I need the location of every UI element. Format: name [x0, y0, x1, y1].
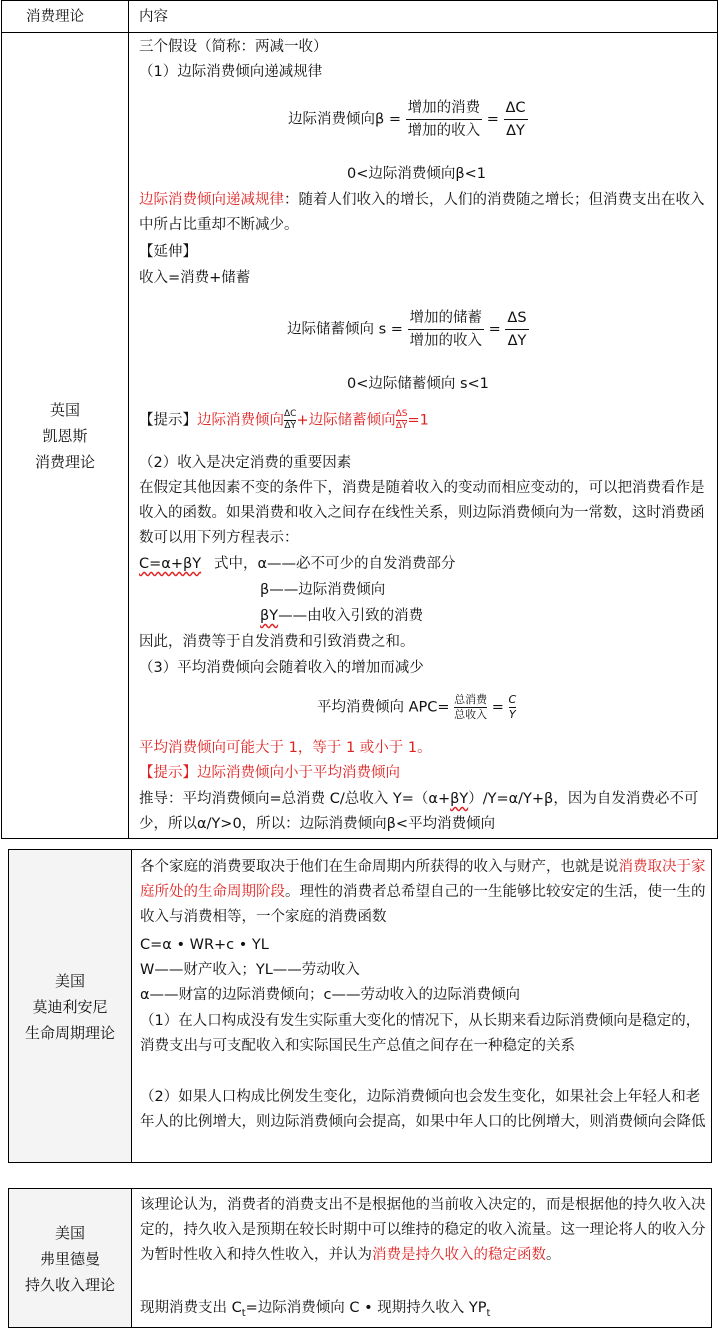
mps-formula: 边际储蓄倾向 s = $\frac{\text{增加的储蓄}}{\text{增加的收入}}$ = $\frac{\Delta S}{\Delta Y}$ [287, 307, 529, 352]
eq-beta-y: βY——由收入引致的消费 [260, 608, 424, 624]
modigliani-vars1: W——财产收入；YL——劳动收入 [140, 962, 360, 978]
keynes-label: 英国 凯恩斯 消费理论 [34, 401, 95, 471]
modigliani-vars2: α——财富的边际消费倾向；c——劳动收入的边际消费倾向 [140, 987, 521, 1003]
column-divider [131, 1189, 132, 1327]
mpc-range: 0<边际消费倾向β<1 [347, 166, 487, 182]
mpc-formula: 边际消费倾向β = $\frac{\text{增加的消费}}{\text{增加的收入}}$ = $\frac{\Delta C}{\Delta Y}$ [288, 97, 528, 142]
keynes-h2: （2）收入是决定消费的重要因素 [139, 455, 352, 471]
income-equation: 收入=消费+储蓄 [139, 270, 251, 286]
tip-sum: 【提示】边际消费倾向 $\frac{\Delta C}{\Delta Y}$ +边际储蓄倾向 $\frac{\Delta S}{\Delta Y}$ =1 [139, 409, 429, 431]
column-divider [128, 1, 129, 838]
friedman-label: 美国 弗里德曼 持久收入理论 [24, 1224, 115, 1294]
extension-heading: 【延伸】 [139, 244, 197, 260]
friedman-table [8, 1188, 712, 1328]
header-divider [2, 32, 717, 33]
keynes-p2: 在假定其他因素不变的条件下，消费是随着收入的变动而相应变动的，可以把消费看作是收入的函数。如果消费和收入之间存在线性关系，则边际消费倾向为一常数，这时消费函数可以用下列方程表示： [139, 480, 705, 546]
eq-where: 式中，α——必不可少的自发消费部分 [214, 556, 456, 572]
column-divider [131, 850, 132, 1162]
mps-range: 0<边际储蓄倾向 s<1 [347, 376, 489, 392]
modigliani-table [8, 849, 712, 1163]
modigliani-p1: 各个家庭的消费要取决于他们在生命周期内所获得的收入与财产，也就是说消费取决于家庭所处的生命周期阶段。理性的消费者总希望自己的一生能够比较安定的生活，使一生的收入与消费相等，一个家庭的消费函数 [140, 859, 706, 925]
eq-beta: β——边际消费倾向 [260, 582, 386, 598]
keynes-h3: （3）平均消费倾向会随着收入的增加而减少 [139, 660, 424, 676]
consumption-function: C=α+βY [139, 556, 202, 572]
keynes-h1: （1）边际消费倾向递减规律 [139, 64, 323, 80]
law-paragraph: 边际消费倾向递减规律：随着人们收入的增长，人们的消费随之增长；但消费支出在收入中所占比重却不断减少。 [139, 192, 705, 233]
header-content: 内容 [139, 9, 168, 25]
apc-note: 平均消费倾向可能大于 1，等于 1 或小于 1。 [139, 740, 432, 756]
modigliani-p2: （1）在人口构成没有发生实际重大变化的情况下，从长期来看边际消费倾向是稳定的，消费支出与可支配收入和实际国民生产总值之间存在一种稳定的关系 [140, 1013, 701, 1054]
friedman-formula: 现期消费支出 $C_t=$边际消费倾向 C • 现期持久收入 $YP_t$ [140, 1300, 491, 1319]
friedman-p1: 该理论认为，消费者的消费支出不是根据他的当前收入决定的，而是根据他的持久收入决定的，持久收入是预期在较长时期中可以维持的稳定的收入流量。这一理论将人的收入分为暂时性收入和持久性收入，并认为消费是持久收入的稳定函数。 [140, 1197, 706, 1263]
derivation: 推导：平均消费倾向=总消费 C/总收入 Y=（α+βY）/Y=α/Y+β，因为自发消费必不可少，所以α/Y>0，所以：边际消费倾向β<平均消费倾向 [139, 791, 699, 832]
keynes-intro: 三个假设（简称：两减一收） [139, 39, 328, 55]
modigliani-p3: （2）如果人口构成比例发生变化，边际消费倾向也会发生变化，如果社会上年轻人和老年人的比例增大，则边际消费倾向会提高，如果中年人口的比例增大，则消费倾向会降低 [140, 1089, 706, 1130]
tip-mpc-apc: 【提示】边际消费倾向小于平均消费倾向 [139, 765, 400, 781]
keynes-p2-end: 因此，消费等于自发消费和引致消费之和。 [139, 634, 415, 650]
modigliani-label: 美国 莫迪利安尼 生命周期理论 [24, 972, 115, 1042]
modigliani-formula: C=α • WR+c • YL [140, 937, 269, 953]
apc-formula: 平均消费倾向 APC= $\frac{\text{总消费}}{\text{总收入}}$ = $\frac{C}{Y}$ [317, 693, 517, 721]
keynes-table [1, 0, 718, 839]
header-theory: 消费理论 [26, 9, 84, 25]
